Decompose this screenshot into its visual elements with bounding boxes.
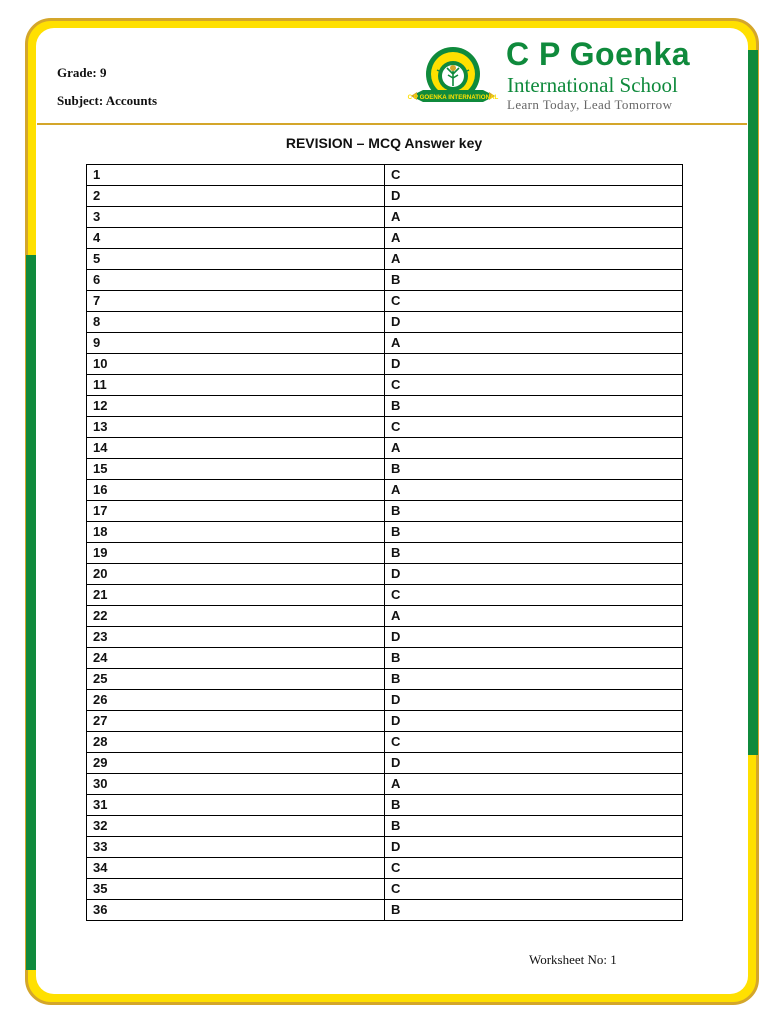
answer-letter: B: [385, 543, 683, 564]
answer-letter: C: [385, 165, 683, 186]
question-number: 17: [87, 501, 385, 522]
answer-letter: D: [385, 354, 683, 375]
header-divider: [37, 123, 747, 125]
question-number: 27: [87, 711, 385, 732]
question-number: 25: [87, 669, 385, 690]
question-number: 24: [87, 648, 385, 669]
answer-letter: D: [385, 627, 683, 648]
question-number: 36: [87, 900, 385, 921]
answer-letter: A: [385, 333, 683, 354]
answer-letter: D: [385, 186, 683, 207]
question-number: 9: [87, 333, 385, 354]
emblem-banner-text: C P GOENKA INTERNATIONAL: [407, 94, 499, 101]
table-row: [87, 501, 683, 522]
question-number: 21: [87, 585, 385, 606]
answer-letter: B: [385, 396, 683, 417]
question-number: 26: [87, 690, 385, 711]
answer-letter: C: [385, 858, 683, 879]
answer-letter: D: [385, 564, 683, 585]
table-row: [87, 816, 683, 837]
table-row: [87, 333, 683, 354]
table-row: [87, 669, 683, 690]
answer-letter: C: [385, 375, 683, 396]
answer-letter: B: [385, 501, 683, 522]
answer-letter: B: [385, 816, 683, 837]
answer-letter: A: [385, 774, 683, 795]
table-row: [87, 438, 683, 459]
table-row: [87, 564, 683, 585]
question-number: 6: [87, 270, 385, 291]
answer-letter: A: [385, 438, 683, 459]
table-row: [87, 291, 683, 312]
table-row: [87, 480, 683, 501]
table-row: [87, 837, 683, 858]
answer-letter: B: [385, 669, 683, 690]
table-row: [87, 375, 683, 396]
answer-letter: D: [385, 312, 683, 333]
page-title: REVISION – MCQ Answer key: [285, 135, 483, 151]
table-row: [87, 543, 683, 564]
answer-letter: B: [385, 459, 683, 480]
table-row: [87, 627, 683, 648]
table-row: [87, 711, 683, 732]
question-number: 15: [87, 459, 385, 480]
table-row: [87, 249, 683, 270]
answer-letter: C: [385, 732, 683, 753]
answer-letter: D: [385, 753, 683, 774]
answer-letter: B: [385, 270, 683, 291]
table-row: [87, 690, 683, 711]
question-number: 13: [87, 417, 385, 438]
answer-letter: C: [385, 417, 683, 438]
question-number: 10: [87, 354, 385, 375]
answer-letter: B: [385, 648, 683, 669]
question-number: 8: [87, 312, 385, 333]
question-number: 28: [87, 732, 385, 753]
answer-letter: A: [385, 249, 683, 270]
question-number: 1: [87, 165, 385, 186]
answer-letter: C: [385, 585, 683, 606]
table-row: [87, 228, 683, 249]
question-number: 33: [87, 837, 385, 858]
question-number: 11: [87, 375, 385, 396]
question-number: 5: [87, 249, 385, 270]
question-number: 14: [87, 438, 385, 459]
answer-key-table: [86, 164, 683, 921]
grade-label: Grade: 9: [57, 65, 107, 80]
table-row: [87, 354, 683, 375]
question-number: 32: [87, 816, 385, 837]
table-row: [87, 186, 683, 207]
answer-letter: B: [385, 795, 683, 816]
question-number: 4: [87, 228, 385, 249]
table-row: [87, 207, 683, 228]
school-emblem-icon: [407, 42, 499, 114]
table-row: [87, 900, 683, 921]
answer-letter: A: [385, 228, 683, 249]
table-row: [87, 522, 683, 543]
question-number: 35: [87, 879, 385, 900]
table-row: [87, 606, 683, 627]
table-row: [87, 165, 683, 186]
answer-letter: A: [385, 207, 683, 228]
school-subtitle: International School: [507, 73, 678, 97]
answer-letter: B: [385, 522, 683, 543]
table-row: [87, 417, 683, 438]
question-number: 23: [87, 627, 385, 648]
table-row: [87, 312, 683, 333]
table-row: [87, 648, 683, 669]
question-number: 22: [87, 606, 385, 627]
question-number: 2: [87, 186, 385, 207]
table-row: [87, 795, 683, 816]
table-row: [87, 858, 683, 879]
answer-letter: C: [385, 291, 683, 312]
table-row: [87, 879, 683, 900]
question-number: 3: [87, 207, 385, 228]
school-tagline: Learn Today, Lead Tomorrow: [507, 97, 673, 112]
question-number: 16: [87, 480, 385, 501]
table-row: [87, 459, 683, 480]
question-number: 30: [87, 774, 385, 795]
subject-label: Subject: Accounts: [57, 93, 158, 108]
question-number: 12: [87, 396, 385, 417]
answer-letter: A: [385, 480, 683, 501]
answer-letter: A: [385, 606, 683, 627]
answer-letter: D: [385, 690, 683, 711]
question-number: 19: [87, 543, 385, 564]
table-row: [87, 396, 683, 417]
question-number: 7: [87, 291, 385, 312]
worksheet-number: Worksheet No: 1: [529, 952, 617, 967]
answer-letter: B: [385, 900, 683, 921]
answer-letter: D: [385, 837, 683, 858]
table-row: [87, 774, 683, 795]
question-number: 20: [87, 564, 385, 585]
table-row: [87, 732, 683, 753]
question-number: 34: [87, 858, 385, 879]
question-number: 31: [87, 795, 385, 816]
school-name: C P Goenka: [506, 36, 691, 72]
answer-letter: C: [385, 879, 683, 900]
answer-letter: D: [385, 711, 683, 732]
question-number: 18: [87, 522, 385, 543]
question-number: 29: [87, 753, 385, 774]
table-row: [87, 270, 683, 291]
table-row: [87, 585, 683, 606]
table-row: [87, 753, 683, 774]
